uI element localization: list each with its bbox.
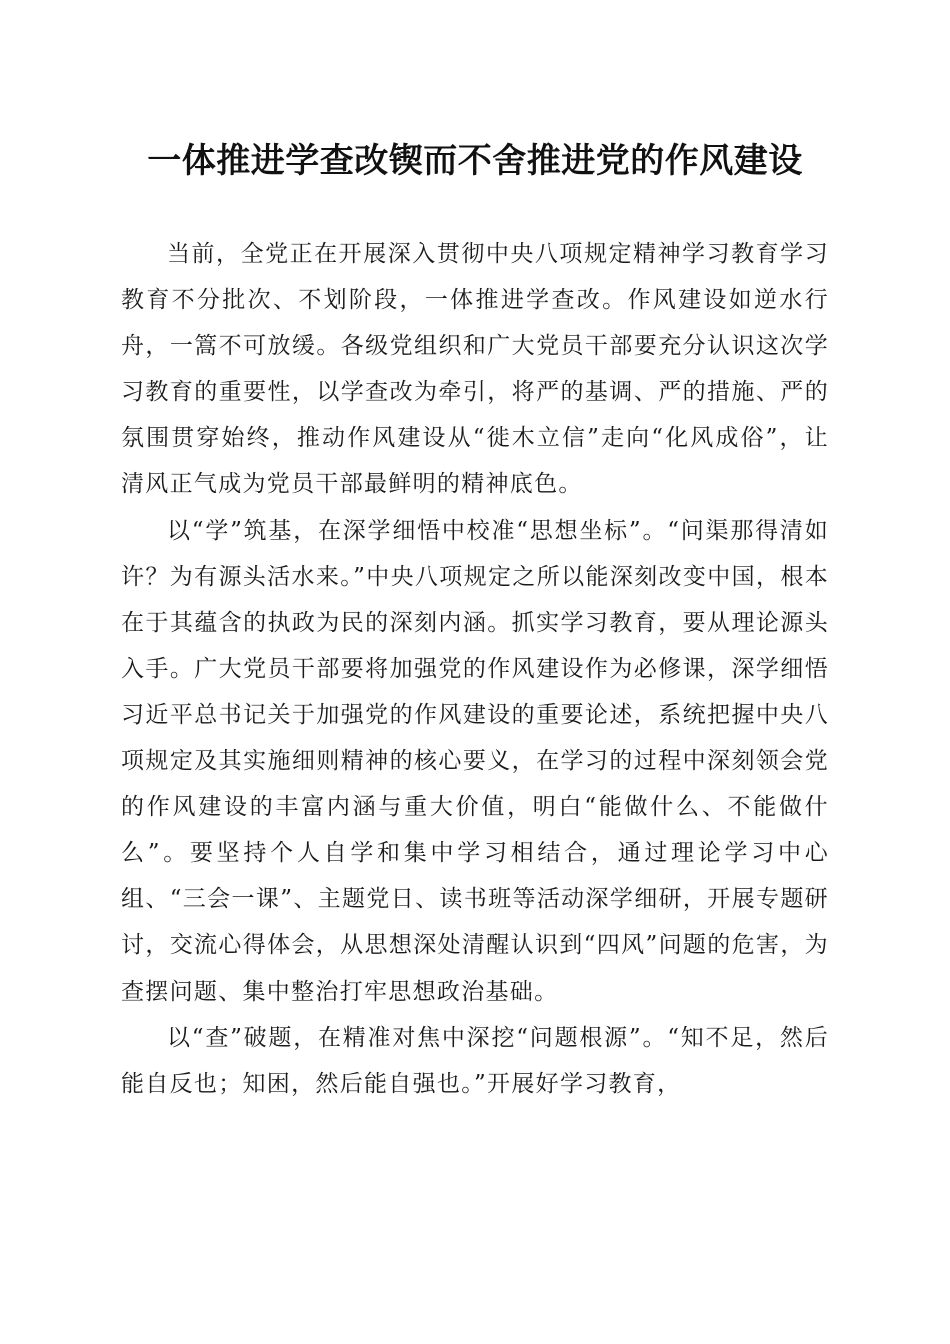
paragraph: 当前，全党正在开展深入贯彻中央八项规定精神学习教育学习教育不分批次、不划阶段，一体推进学查改。作风建设如逆水行舟，一篙不可放缓。各级党组织和广大党员干部要充分认识这次学习教育的重要性，以学查改为牵引，将严的基调、严的措施、严的氛围贯穿始终，推动作风建设从“徙木立信”走向“化风成俗”，让清风正气成为党员干部最鲜明的精神底色。 [121,241,829,498]
paragraph: 以“学”筑基，在深学细悟中校准“思想坐标”。“问渠那得清如许？为有源头活水来。”中央八项规定之所以能深刻改变中国，根本在于其蕴含的执政为民的深刻内涵。抓实学习教育，要从理论源头入手。广大党员干部要将加强党的作风建设作为必修课，深学细悟习近平总书记关于加强党的作风建设的重要论述，系统把握中央八项规定及其实施细则精神的核心要义，在学习的过程中深刻领会党的作风建设的丰富内涵与重大价值，明白“能做什么、不能做什么”。要坚持个人自学和集中学习相结合，通过理论学习中心组、“三会一课”、主题党日、读书班等活动深学细研，开展专题研讨，交流心得体会，从思想深处清醒认识到“四风”问题的危害，为查摆问题、集中整治打牢思想政治基础。 [121,517,829,1005]
document-body [121,231,829,1107]
paragraph: 以“查”破题，在精准对焦中深挖“问题根源”。“知不足，然后能自反也；知困，然后能自强也。”开展好学习教育， [121,1024,829,1097]
document-title: 一体推进学查改锲而不舍推进党的作风建设 [147,141,803,181]
